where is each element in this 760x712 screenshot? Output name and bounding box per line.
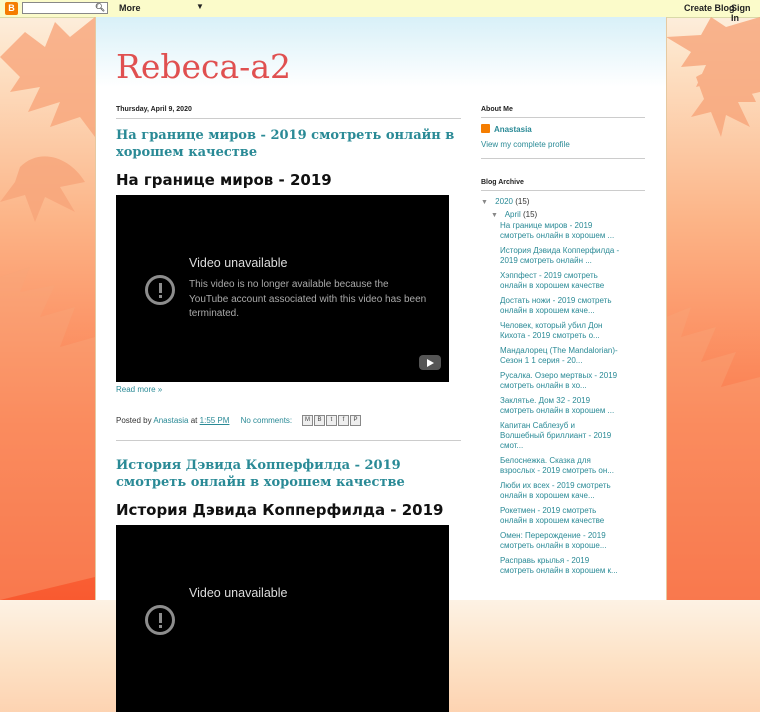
archive-post-link[interactable]: Расправь крылья - 2019 смотреть онлайн в хорошем к... — [500, 556, 618, 575]
archive-post-link[interactable]: На границе миров - 2019 смотреть онлайн в хорошем ... — [500, 221, 615, 240]
post-title-link[interactable]: История Дэвида Копперфилда - 2019 смотреть онлайн в хорошем качестве — [116, 458, 405, 490]
archive-post-link[interactable]: Русалка. Озеро мертвых - 2019 смотреть онлайн в хо... — [500, 371, 618, 390]
more-menu[interactable]: More — [119, 3, 141, 13]
search-input[interactable] — [22, 2, 108, 14]
youtube-icon[interactable] — [419, 355, 441, 370]
video-embed[interactable] — [116, 525, 449, 712]
archive-post-link[interactable]: Люби их всех - 2019 смотреть онлайн в хорошем каче... — [500, 481, 611, 500]
post-footer — [116, 416, 461, 441]
video-unavailable-title: Video unavailable — [189, 586, 288, 600]
right-bird-silhouette-decoration — [666, 17, 760, 600]
archive-post-list — [500, 221, 645, 576]
video-embed[interactable] — [116, 195, 449, 382]
blog-title[interactable]: Rebeca-a2 — [116, 47, 292, 86]
sidebar — [481, 106, 645, 581]
video-unavailable-message: This video is no longer available because the YouTube account associated with this video has been terminated. — [189, 279, 427, 319]
archive-post-link[interactable]: Хэппфест - 2019 смотреть онлайн в хорошем качестве — [500, 271, 605, 290]
blogger-navbar — [0, 0, 760, 23]
create-blog-link[interactable]: Create Blog — [684, 3, 735, 13]
collapse-triangle-icon[interactable]: ▼ — [481, 199, 488, 206]
blogger-profile-icon — [481, 124, 490, 133]
blog-outer-wrapper — [95, 17, 667, 600]
archive-post-link[interactable]: Заклятье. Дом 32 - 2019 смотреть онлайн в хорошем ... — [500, 396, 615, 415]
at-label: at — [190, 416, 198, 425]
about-me-heading: About Me — [481, 106, 645, 118]
post-heading: На границе миров - 2019 — [116, 171, 332, 189]
archive-month-link[interactable]: April — [504, 210, 521, 219]
post-time-link[interactable]: 1:55 PM — [199, 416, 230, 425]
archive-post-link[interactable]: История Дэвида Копперфилда - 2019 смотреть онлайн ... — [500, 246, 620, 265]
alert-icon — [145, 275, 175, 305]
pinterest-share-icon[interactable]: P — [350, 415, 361, 426]
archive-post-link[interactable]: Человек, который убил Дон Кихота - 2019 смотреть о... — [500, 321, 603, 340]
read-more-link[interactable]: Read more » — [116, 385, 163, 394]
sign-in-link[interactable]: Sign In — [731, 3, 751, 23]
blogger-logo-icon[interactable]: B — [5, 2, 18, 15]
archive-post-link[interactable]: Рокетмен - 2019 смотреть онлайн в хорошем качестве — [500, 506, 605, 525]
archive-month-count: (15) — [522, 210, 538, 219]
search-icon[interactable]: 🔍︎ — [94, 3, 105, 12]
post — [116, 457, 461, 712]
comments-link[interactable]: No comments: — [240, 416, 293, 425]
archive-post-link[interactable]: Белоснежка. Сказка для взрослых - 2019 смотреть он... — [500, 456, 614, 475]
chevron-down-icon[interactable]: ▼ — [196, 2, 204, 11]
archive-year — [481, 197, 645, 206]
twitter-share-icon[interactable]: t — [326, 415, 337, 426]
blogthis-share-icon[interactable]: B — [314, 415, 325, 426]
archive-post-link[interactable]: Достать ножи - 2019 смотреть онлайн в хорошем каче... — [500, 296, 612, 315]
archive-year-count: (15) — [515, 197, 530, 206]
post-title-link[interactable]: На границе миров - 2019 смотреть онлайн в хорошем качестве — [116, 128, 455, 160]
date-header: Thursday, April 9, 2020 — [116, 106, 461, 119]
view-profile-link[interactable]: View my complete profile — [481, 140, 645, 159]
post — [116, 127, 461, 441]
blog-archive-heading: Blog Archive — [481, 179, 645, 191]
alert-icon — [145, 605, 175, 635]
archive-year-link[interactable]: 2020 — [495, 197, 513, 206]
archive-post-link[interactable]: Мандалорец (The Mandalorian)- Сезон 1 1 серия - 20... — [500, 346, 618, 365]
archive-post-link[interactable]: Омен: Перерождение - 2019 смотреть онлайн в хороше... — [500, 531, 607, 550]
archive-month — [491, 210, 645, 219]
author-link[interactable]: Anastasia — [153, 416, 189, 425]
video-unavailable-title: Video unavailable — [189, 256, 288, 270]
posted-by-label: Posted by — [116, 416, 152, 425]
main-column — [116, 106, 461, 712]
left-bird-silhouette-decoration — [0, 17, 95, 600]
blog-archive — [481, 179, 645, 576]
share-buttons — [302, 415, 361, 426]
collapse-triangle-icon[interactable]: ▼ — [491, 212, 498, 219]
post-heading: История Дэвида Копперфилда - 2019 — [116, 501, 444, 519]
profile-name-link[interactable]: Anastasia — [493, 125, 532, 134]
email-share-icon[interactable]: M — [302, 415, 313, 426]
facebook-share-icon[interactable]: f — [338, 415, 349, 426]
profile-row — [481, 124, 645, 134]
archive-post-link[interactable]: Капитан Саблезуб и Волшебный бриллиант - 2019 смот... — [500, 421, 612, 450]
